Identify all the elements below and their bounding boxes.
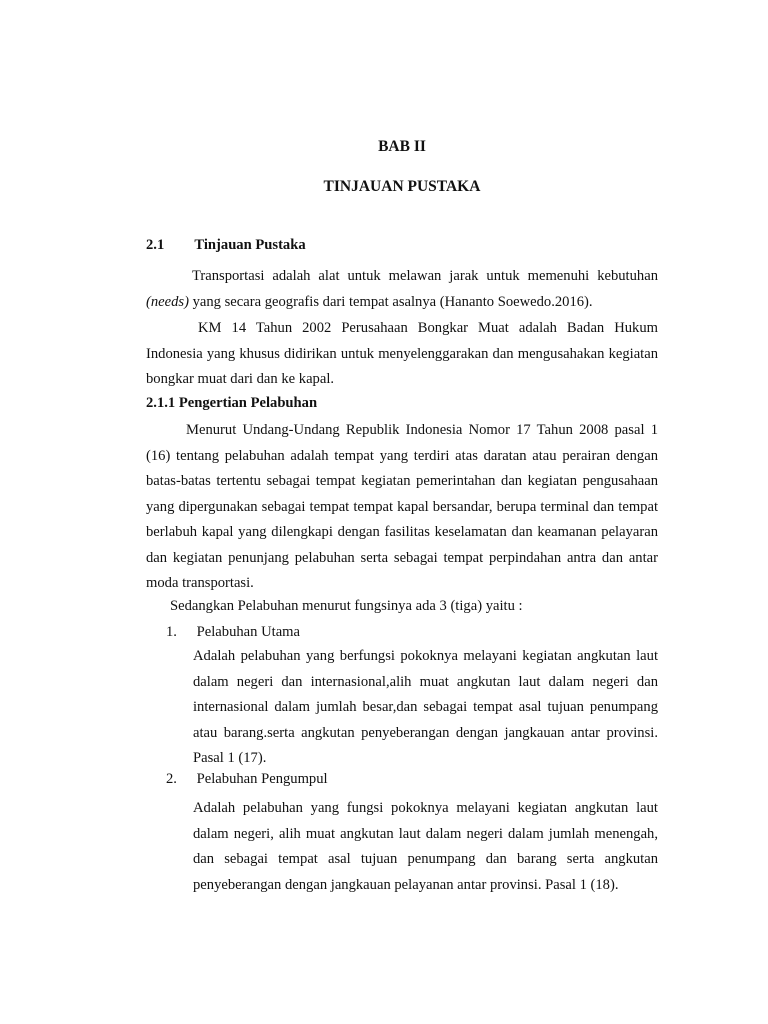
paragraph-undang-undang: Menurut Undang-Undang Republik Indonesia Nomor 17 Tahun 2008 pasal 1 (16) tentang pelabuhan adalah tempat yang terdiri atas daratan atau perairan dengan batas-batas tertentu sebagai tempat kegiatan pemerintahan dan kegiatan pengusahaan yang dipergunakan sebagai tempat tempat kapal bersandar, berupa terminal dan tempat berlabuh kapal yang dilengkapi dengan fasilitas keselamatan dan keamanan pelayaran dan kegiatan penunjang pelabuhan serta sebagai tempat perpindahan antra dan antar moda transportasi. — [146, 422, 658, 591]
paragraph-km14: KM 14 Tahun 2002 Perusahaan Bongkar Muat adalah Badan Hukum Indonesia yang khusus didirikan untuk menyelenggarakan dan mengusahakan kegiatan bongkar muat dari dan ke kapal. — [146, 320, 658, 387]
chapter-subtitle: TINJAUAN PUSTAKA — [323, 178, 481, 195]
paragraph-text: yang secara geografis dari tempat asalnya (Hananto Soewedo.2016). — [188, 293, 593, 310]
paragraph-fungsi: Sedangkan Pelabuhan menurut fungsinya ada 3 (tiga) yaitu : — [170, 598, 523, 614]
list-item-2-title — [166, 771, 666, 788]
list-number: 2. — [166, 771, 177, 787]
section-number: 2.1 — [146, 237, 165, 253]
section-heading-2-1 — [146, 237, 306, 254]
list-item-1-title — [166, 624, 666, 641]
list-title: Pelabuhan Pengumpul — [196, 771, 328, 787]
italic-term: (needs) — [146, 293, 189, 310]
section-title: Tinjauan Pustaka — [194, 237, 306, 253]
list-item-1-body: Adalah pelabuhan yang berfungsi pokoknya melayani kegiatan angkutan laut dalam negeri dan internasional,alih muat angkutan laut dalam negeri dan internasional dalam jumlah besar,dan sebagai tempat asal tujuan penumpang atau barang.serta angkutan penyeberangan dengan jangkauan antar provinsi. Pasal 1 (17). — [193, 648, 658, 766]
list-title: Pelabuhan Utama — [196, 624, 300, 640]
list-item-2-body: Adalah pelabuhan yang fungsi pokoknya melayani kegiatan angkutan laut dalam negeri, alih muat angkutan laut dalam negeri dalam jumlah menengah, dan sebagai tempat asal tujuan penumpang dan barang serta angkutan penyeberangan dengan jangkauan pelayanan antar provinsi. Pasal 1 (18). — [193, 800, 658, 893]
section-heading-2-1-1: 2.1.1 Pengertian Pelabuhan — [146, 395, 318, 411]
paragraph-transportasi — [146, 264, 658, 315]
list-number: 1. — [166, 624, 177, 640]
paragraph-text: Transportasi adalah alat untuk melawan jarak untuk memenuhi kebutuhan — [192, 268, 658, 284]
chapter-title: BAB II — [378, 138, 426, 155]
